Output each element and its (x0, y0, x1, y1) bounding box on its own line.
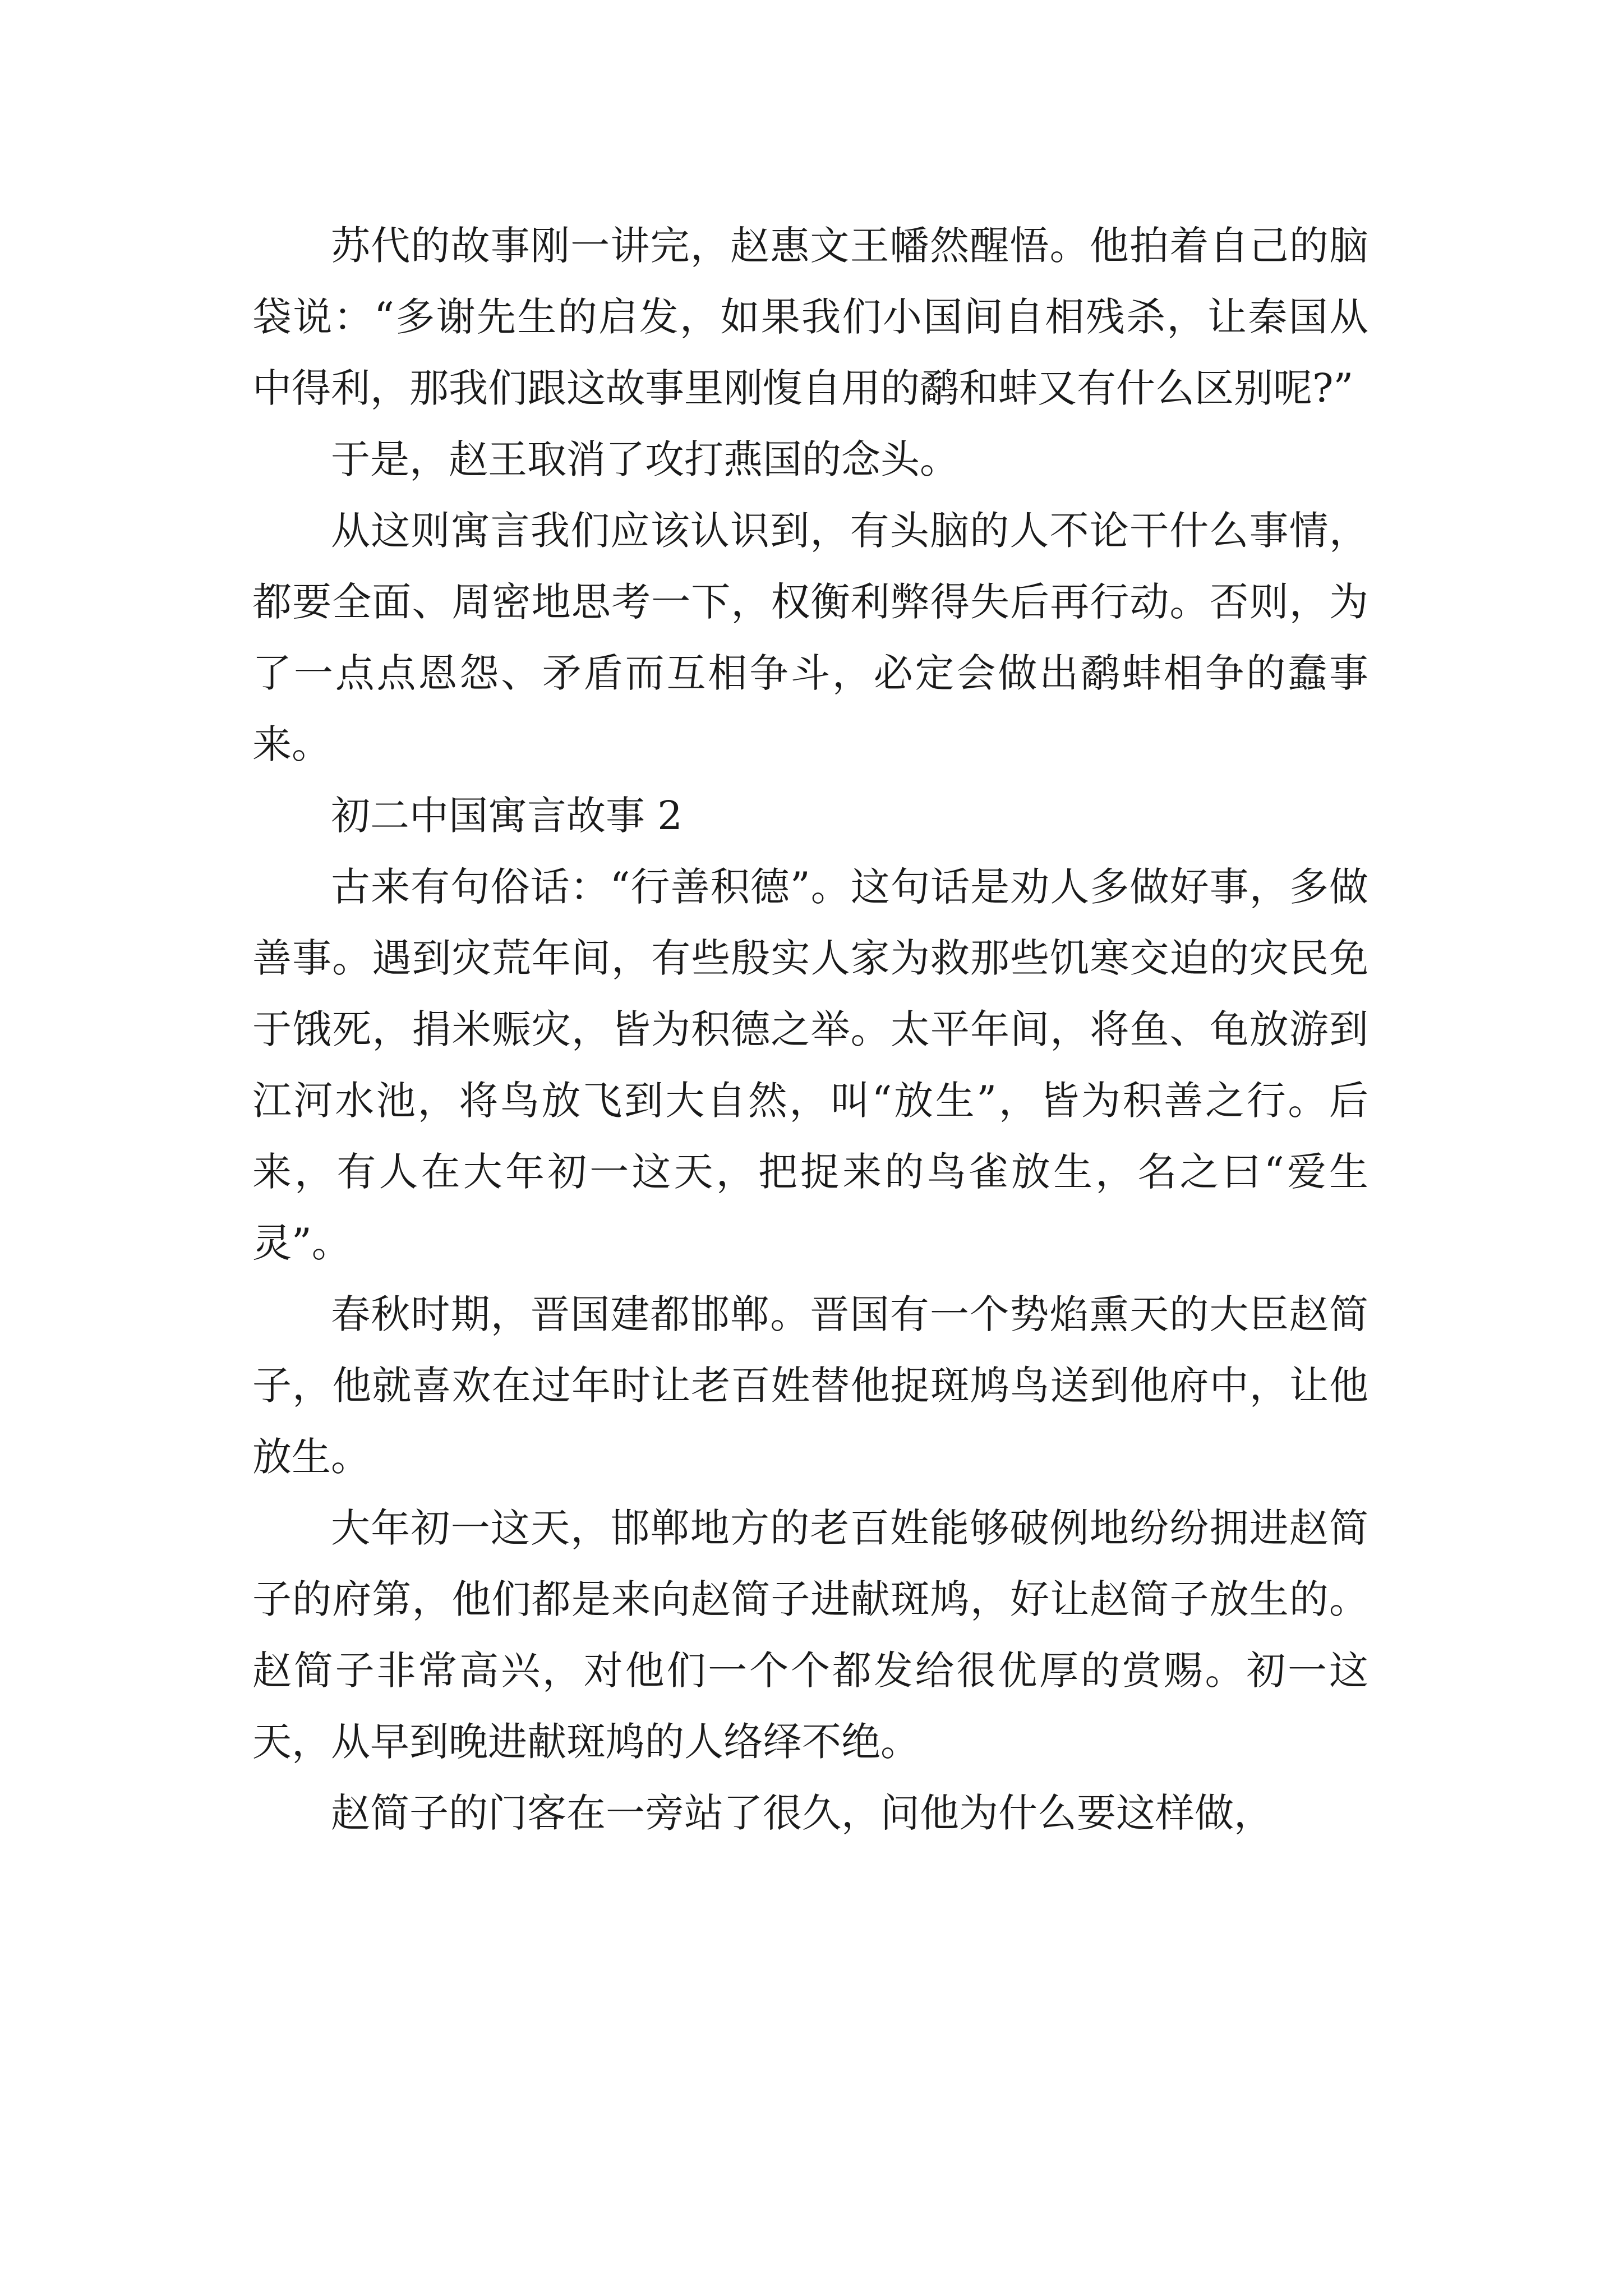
paragraph-3: 从这则寓言我们应该认识到，有头脑的人不论干什么事情，都要全面、周密地思考一下，权衡利弊得失后再行动。否则，为了一点点恩怨、矛盾而互相争斗，必定会做出鹬蚌相争的蠢事来。 (252, 508, 1368, 767)
paragraph-2: 于是，赵王取消了攻打燕国的念头。 (331, 436, 959, 482)
paragraph-4: 古来有句俗话：“行善积德”。这句话是劝人多做好事，多做善事。遇到灾荒年间，有些殷实人家为救那些饥寒交迫的灾民免于饿死，捐米赈灾，皆为积德之举。太平年间，将鱼、龟放游到江河水池，将鸟放飞到大自然，叫“放生”，皆为积善之行。后来，有人在大年初一这天，把捉来的鸟雀放生，名之曰“爱生灵”。 (252, 864, 1368, 1266)
paragraph-5: 春秋时期，晋国建都邯郸。晋国有一个势焰熏天的大臣赵简子，他就喜欢在过年时让老百姓替他捉斑鸠鸟送到他府中，让他放生。 (252, 1291, 1368, 1480)
paragraph-1: 苏代的故事刚一讲完，赵惠文王幡然醒悟。他拍着自己的脑袋说：“多谢先生的启发，如果我们小国间自相残杀，让秦国从中得利，那我们跟这故事里刚愎自用的鹬和蚌又有什么区别呢?” (252, 223, 1368, 411)
paragraph-6: 大年初一这天，邯郸地方的老百姓能够破例地纷纷拥进赵简子的府第，他们都是来向赵简子进献斑鸠，好让赵简子放生的。赵简子非常高兴，对他们一个个都发给很优厚的赏赐。初一这天，从早到晚进献斑鸠的人络绎不绝。 (252, 1505, 1368, 1765)
paragraph-7: 赵简子的门客在一旁站了很久，问他为什么要这样做， (331, 1790, 1273, 1836)
document-body (252, 210, 1368, 1849)
section-heading: 初二中国寓言故事 2 (331, 793, 683, 839)
